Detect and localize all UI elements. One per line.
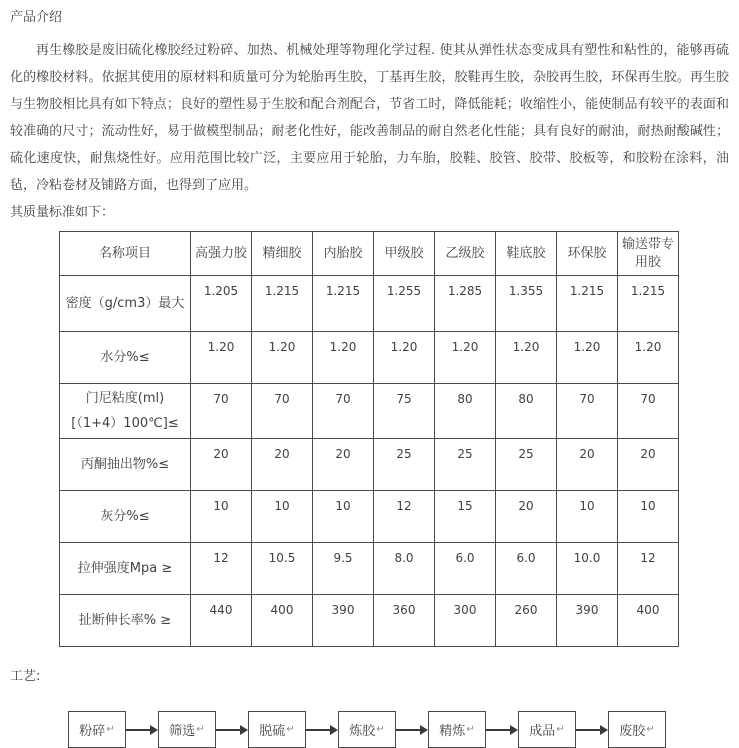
table-cell: 400 xyxy=(618,595,679,647)
table-cell: 20 xyxy=(557,439,618,491)
header-cell-grade-a: 甲级胶 xyxy=(374,232,435,276)
table-cell: 70 xyxy=(252,384,313,439)
row-label: 拉伸强度Mpa ≥ xyxy=(60,543,191,595)
arrow-head xyxy=(420,725,428,735)
return-mark-icon: ↵ xyxy=(196,724,205,735)
arrow-line xyxy=(576,729,600,731)
flow-arrow-icon xyxy=(576,725,608,735)
flow-arrow-icon xyxy=(306,725,338,735)
header-cell-name-item: 名称项目 xyxy=(60,232,191,276)
header-cell-conveyor-belt: 输送带专用胶 xyxy=(618,232,679,276)
table-cell: 1.20 xyxy=(618,332,679,384)
table-row xyxy=(60,332,679,384)
return-mark-icon: ↵ xyxy=(466,724,475,735)
table-cell: 10 xyxy=(557,491,618,543)
table-cell: 25 xyxy=(374,439,435,491)
row-label: 门尼粘度(ml)[（1+4）100℃]≤ xyxy=(60,384,191,439)
table-cell: 1.215 xyxy=(557,276,618,332)
return-mark-icon: ↵ xyxy=(646,724,655,735)
row-label: 扯断伸长率% ≥ xyxy=(60,595,191,647)
table-cell: 1.20 xyxy=(557,332,618,384)
table-cell: 10 xyxy=(252,491,313,543)
header-cell-shoe-sole: 鞋底胶 xyxy=(496,232,557,276)
arrow-line xyxy=(126,729,150,731)
process-step-box xyxy=(608,711,666,748)
process-step-label: 筛选 xyxy=(169,724,196,739)
arrow-head xyxy=(510,725,518,735)
header-cell-high-strength: 高强力胶 xyxy=(191,232,252,276)
arrow-head xyxy=(240,725,248,735)
return-mark-icon: ↵ xyxy=(286,724,295,735)
flow-arrow-icon xyxy=(486,725,518,735)
arrow-line xyxy=(216,729,240,731)
table-cell: 1.355 xyxy=(496,276,557,332)
table-cell: 1.20 xyxy=(313,332,374,384)
table-cell: 400 xyxy=(252,595,313,647)
table-cell: 360 xyxy=(374,595,435,647)
table-cell: 12 xyxy=(374,491,435,543)
return-mark-icon: ↵ xyxy=(106,724,115,735)
process-section-label: 工艺: xyxy=(10,669,41,684)
table-row xyxy=(60,543,679,595)
table-cell: 1.20 xyxy=(496,332,557,384)
arrow-line xyxy=(396,729,420,731)
table-row xyxy=(60,384,679,439)
process-step-label: 精炼 xyxy=(439,724,466,739)
flow-arrow-icon xyxy=(126,725,158,735)
table-cell: 9.5 xyxy=(313,543,374,595)
table-cell: 70 xyxy=(557,384,618,439)
table-cell: 8.0 xyxy=(374,543,435,595)
table-cell: 440 xyxy=(191,595,252,647)
table-cell: 70 xyxy=(191,384,252,439)
process-flow-diagram xyxy=(68,711,729,748)
process-step-box xyxy=(338,711,396,748)
table-cell: 1.215 xyxy=(252,276,313,332)
table-cell: 1.20 xyxy=(191,332,252,384)
row-label: 灰分%≤ xyxy=(60,491,191,543)
process-step-box xyxy=(518,711,576,748)
process-step-label: 炼胶 xyxy=(349,724,376,739)
table-cell: 70 xyxy=(618,384,679,439)
table-cell: 12 xyxy=(618,543,679,595)
header-cell-inner-tube: 内胎胶 xyxy=(313,232,374,276)
table-cell: 80 xyxy=(496,384,557,439)
process-step-label: 成品 xyxy=(529,724,556,739)
table-cell: 6.0 xyxy=(496,543,557,595)
intro-paragraph: 再生橡胶是废旧硫化橡胶经过粉碎、加热、机械处理等物理化学过程. 使其从弹性状态变成具有塑性和粘性的，能够再硫化的橡胶材料。依据其使用的原材料和质量可分为轮胎再生胶，丁基再生胶，胶鞋再生胶，杂胶再生胶，环保再生胶。再生胶与生物胶相比具有如下特点；良好的塑性易于生胶和配合剂配合，节省工时，降低能耗；收缩性小，能使制品有较平的表面和较准确的尺寸；流动性好，易于做模型制品；耐老化性好，能改善制品的耐自然老化性能；具有良好的耐油，耐热耐酸碱性；硫化速度快，耐焦烧性好。应用范围比较广泛，主要应用于轮胎，力车胎，胶鞋、胶管、胶带、胶板等，和胶粉在涂料，油毡，冷粘卷材及铺路方面，也得到了应用。 xyxy=(10,43,729,193)
process-step-box xyxy=(158,711,216,748)
table-cell: 1.20 xyxy=(374,332,435,384)
table-cell: 10 xyxy=(313,491,374,543)
table-cell: 1.205 xyxy=(191,276,252,332)
table-cell: 1.215 xyxy=(618,276,679,332)
quality-standard-table xyxy=(59,231,679,647)
arrow-line xyxy=(306,729,330,731)
row-label: 密度（g/cm3）最大 xyxy=(60,276,191,332)
table-cell: 1.215 xyxy=(313,276,374,332)
process-step-box xyxy=(428,711,486,748)
table-cell: 390 xyxy=(313,595,374,647)
table-cell: 1.20 xyxy=(435,332,496,384)
table-cell: 20 xyxy=(618,439,679,491)
table-cell: 1.20 xyxy=(252,332,313,384)
table-cell: 70 xyxy=(313,384,374,439)
table-cell: 260 xyxy=(496,595,557,647)
table-row xyxy=(60,595,679,647)
table-cell: 12 xyxy=(191,543,252,595)
process-step-label: 废胶 xyxy=(619,724,646,739)
table-cell: 10 xyxy=(618,491,679,543)
table-row xyxy=(60,276,679,332)
process-step-label: 粉碎 xyxy=(79,724,106,739)
table-caption: 其质量标准如下： xyxy=(10,205,115,220)
process-step-box xyxy=(248,711,306,748)
table-cell: 10 xyxy=(191,491,252,543)
row-label: 丙酮抽出物%≤ xyxy=(60,439,191,491)
table-cell: 20 xyxy=(191,439,252,491)
table-cell: 300 xyxy=(435,595,496,647)
return-mark-icon: ↵ xyxy=(376,724,385,735)
table-cell: 25 xyxy=(496,439,557,491)
table-cell: 10.0 xyxy=(557,543,618,595)
arrow-head xyxy=(600,725,608,735)
header-cell-fine: 精细胶 xyxy=(252,232,313,276)
arrow-line xyxy=(486,729,510,731)
table-cell: 20 xyxy=(252,439,313,491)
header-cell-eco: 环保胶 xyxy=(557,232,618,276)
table-cell: 20 xyxy=(496,491,557,543)
table-cell: 20 xyxy=(313,439,374,491)
arrow-head xyxy=(150,725,158,735)
table-cell: 25 xyxy=(435,439,496,491)
return-mark-icon: ↵ xyxy=(556,724,565,735)
flow-arrow-icon xyxy=(396,725,428,735)
table-row xyxy=(60,439,679,491)
table-cell: 15 xyxy=(435,491,496,543)
header-cell-grade-b: 乙级胶 xyxy=(435,232,496,276)
process-step-box xyxy=(68,711,126,748)
table-row xyxy=(60,491,679,543)
table-cell: 1.285 xyxy=(435,276,496,332)
table-cell: 1.255 xyxy=(374,276,435,332)
table-cell: 6.0 xyxy=(435,543,496,595)
process-step-label: 脱硫 xyxy=(259,724,286,739)
table-header-row xyxy=(60,232,679,276)
row-label: 水分%≤ xyxy=(60,332,191,384)
table-cell: 80 xyxy=(435,384,496,439)
table-cell: 75 xyxy=(374,384,435,439)
page-title: 产品介绍 xyxy=(10,10,63,25)
arrow-head xyxy=(330,725,338,735)
table-cell: 10.5 xyxy=(252,543,313,595)
flow-arrow-icon xyxy=(216,725,248,735)
table-cell: 390 xyxy=(557,595,618,647)
